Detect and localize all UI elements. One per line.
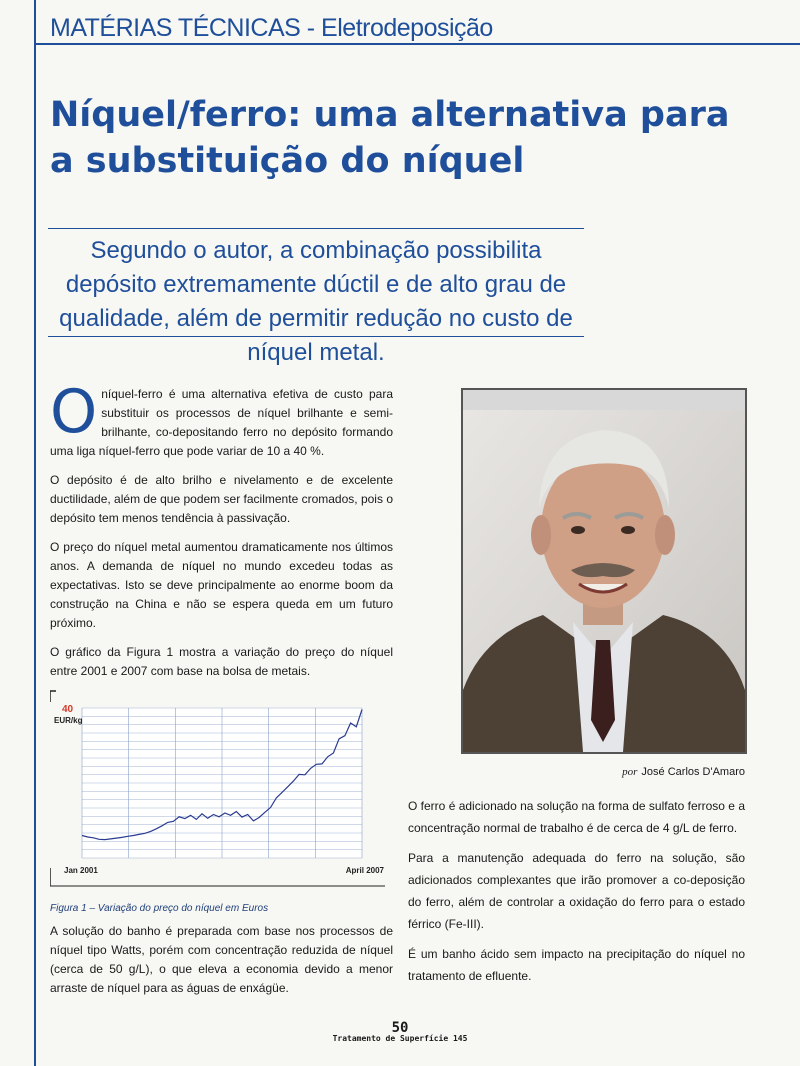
article-title: Níquel/ferro: uma alternativa para a substituição do níquel (50, 95, 730, 181)
figure-caption: Figura 1 – Variação do preço do níquel em Euros (50, 903, 269, 914)
byline (410, 766, 745, 778)
right-column (408, 795, 745, 995)
x-end-label: April 2007 (345, 866, 384, 875)
section-header: MATÉRIAS TÉCNICAS - Eletrodeposição (50, 14, 493, 42)
nickel-price-chart (50, 690, 385, 890)
author-photo (461, 388, 747, 754)
subtitle-rule-top (48, 228, 584, 229)
article-subtitle: Segundo o autor, a combinação possibilita depósito extremamente dúctil e de alto grau de qualidade, além de permitir redução no custo de níquel metal. (59, 237, 573, 366)
margin-rule (34, 0, 36, 1066)
paragraph: O depósito é de alto brilho e nivelamento e de excelente ductilidade, além de que podem ser facilmente cromados, pois o depósito tem menos tendência à passivação. (50, 473, 393, 525)
author-portrait-image (463, 390, 745, 752)
intro-paragraph: Oníquel-ferro é uma alternativa efetiva de custo para substituir os processos de níquel brilhante e semi-brilhante, co-depositando ferro no depósito formando uma liga níquel-ferro que pode variar de 10 a 40 %. (50, 377, 393, 458)
header-rule (34, 43, 800, 45)
magazine-name: Tratamento de Superfície 145 (332, 1034, 468, 1043)
page-number: 50 (391, 1020, 409, 1036)
author-name: José Carlos D'Amaro (641, 766, 745, 778)
drop-cap: O (50, 377, 98, 447)
byline-prefix: por (622, 766, 638, 778)
paragraph: O preço do níquel metal aumentou dramaticamente nos últimos anos. A demanda de níquel no mundo excedeu todas as expectativas. Isto se deve principalmente ao enorme boom da construção na China e não se espera queda em um futuro próximo. (50, 540, 393, 630)
subtitle-rule-bottom (48, 336, 584, 337)
y-tick-label: 40 (62, 704, 74, 715)
x-start-label: Jan 2001 (64, 866, 98, 875)
left-column (50, 377, 393, 691)
paragraph: O ferro é adicionado na solução na forma de sulfato ferroso e a concentração normal de trabalho é de cerca de 4 g/L de ferro. (408, 799, 745, 835)
paragraph: A solução do banho é preparada com base nos processos de níquel tipo Watts, porém com concentração reduzida de níquel (cerca de 50 g/L), o que eleva a economia devido a menor arraste de níquel para as águas de enxágüe. (50, 924, 393, 995)
paragraph: Para a manutenção adequada do ferro na solução, são adicionados complexantes que irão promover a co-deposição do ferro, além de controlar a oxidação do ferro para o estado férrico (Fe-III). (408, 851, 745, 931)
paragraph: É um banho ácido sem impacto na precipitação do níquel no tratamento de efluente. (408, 947, 745, 983)
paragraph: O gráfico da Figura 1 mostra a variação do preço do níquel entre 2001 e 2007 com base na bolsa de metais. (50, 645, 393, 678)
y-axis-label: EUR/kg (54, 716, 83, 725)
